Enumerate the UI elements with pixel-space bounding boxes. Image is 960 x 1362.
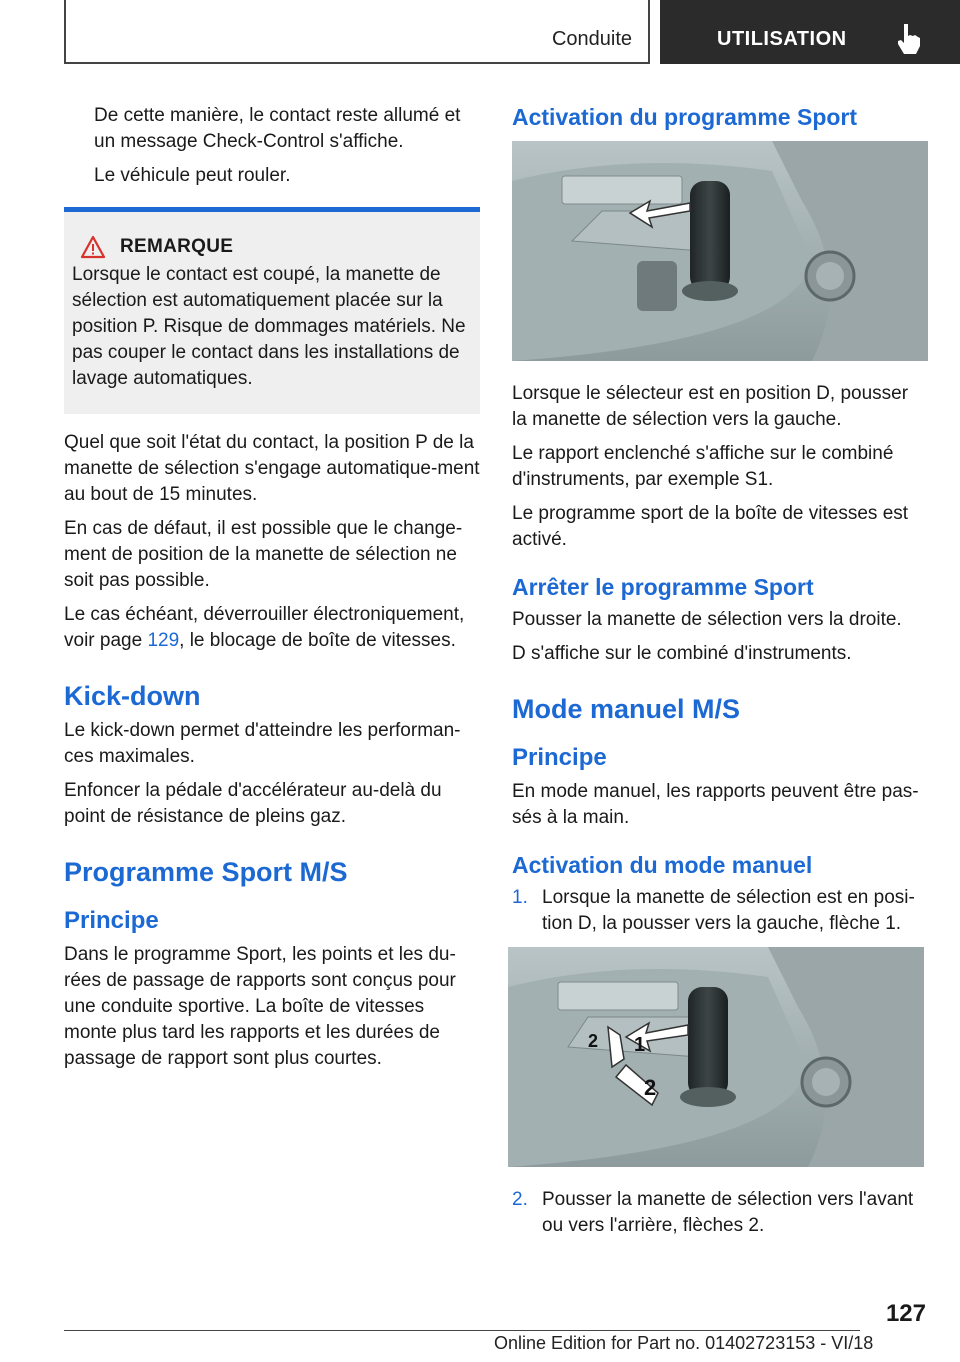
step-text: Pousser la manette de sélection vers l'avant ou vers l'arrière, flèches 2. xyxy=(542,1189,914,1236)
footer-divider xyxy=(64,1330,860,1331)
manual-principle-text: En mode manuel, les rapports peuvent être pas-sés à la main. xyxy=(512,781,919,828)
gear-selector-figure xyxy=(512,141,928,361)
hand-pointer-icon xyxy=(894,22,924,56)
header-chapter-box xyxy=(660,0,960,64)
step-number: 1. xyxy=(512,887,528,908)
intro-paragraph-2: Le véhicule peut rouler. xyxy=(94,165,291,186)
manual-steps-list xyxy=(512,885,928,937)
left-column xyxy=(64,103,480,1080)
intro-paragraph-1: De cette manière, le contact reste allumé et un message Check-Control s'affiche. xyxy=(94,105,461,152)
arrow-label-1: 1 xyxy=(634,1034,646,1056)
manual-mode-figure xyxy=(508,947,924,1167)
kickdown-paragraph-2: Enfoncer la pédale d'accélérateur au-delà du point de résistance de pleins gaz. xyxy=(64,780,442,827)
sport-principle-text: Dans le programme Sport, les points et les du-rées de passage de rapports sont conçus pour une conduite sportive. La boîte de vitesses monte plus tard les rapports et les durées de passage de rapport sont plus courtes. xyxy=(64,944,456,1069)
stop-paragraph-1: Pousser la manette de sélection vers la droite. xyxy=(512,609,902,630)
paragraph-unlock: Le cas échéant, déverrouiller électroniquement, voir page 129, le blocage de boîte de vitesses. xyxy=(64,604,465,651)
edition-note: Online Edition for Part no. 01402723153 - VI/18 xyxy=(494,1333,874,1353)
heading-manual-activation: Activation du mode manuel xyxy=(512,852,813,878)
list-item xyxy=(512,1187,928,1239)
notice-text: Lorsque le contact est coupé, la manette de sélection est automatiquement placée sur la position P. Risque de dommages matériels. Ne pas couper le contact dans les installations de lavage automatiques. xyxy=(72,264,466,389)
paragraph-auto-park: Quel que soit l'état du contact, la position P de la manette de sélection s'engage automatique-ment au bout de 15 minutes. xyxy=(64,432,480,505)
heading-sport-program: Programme Sport M/S xyxy=(64,857,348,887)
paragraph-fault: En cas de défaut, il est possible que le change-ment de position de la manette de sélection ne soit pas possible. xyxy=(64,518,463,591)
step-text: Lorsque la manette de sélection est en posi-tion D, la pousser vers la gauche, flèche 1. xyxy=(542,887,915,934)
activation-paragraph-3: Le programme sport de la boîte de vitesses est activé. xyxy=(512,503,909,550)
stop-paragraph-2: D s'affiche sur le combiné d'instruments. xyxy=(512,643,852,664)
step-number: 2. xyxy=(512,1189,528,1210)
warning-triangle-icon xyxy=(80,235,106,259)
heading-kickdown: Kick-down xyxy=(64,681,201,711)
page-number: 127 xyxy=(885,1300,926,1327)
kickdown-paragraph-1: Le kick-down permet d'atteindre les performan-ces maximales. xyxy=(64,720,461,767)
arrow-label-2a: 2 xyxy=(588,1031,599,1051)
notice-box xyxy=(64,207,480,414)
right-column xyxy=(512,103,928,1247)
heading-principle: Principe xyxy=(64,907,159,934)
notice-title: REMARQUE xyxy=(120,236,234,257)
activation-paragraph-2: Le rapport enclenché s'affiche sur le combiné d'instruments, par exemple S1. xyxy=(512,443,894,490)
page-link[interactable]: 129 xyxy=(147,630,180,651)
heading-sport-activation: Activation du programme Sport xyxy=(512,104,858,130)
heading-manual-mode: Mode manuel M/S xyxy=(512,694,741,724)
activation-paragraph-1: Lorsque le sélecteur est en position D, pousser la manette de sélection vers la gauche. xyxy=(512,383,909,430)
arrow-label-2b: 2 xyxy=(644,1075,657,1100)
heading-stop-sport: Arrêter le programme Sport xyxy=(512,574,814,600)
section-title: Conduite xyxy=(551,28,632,50)
heading-manual-principle: Principe xyxy=(512,744,607,771)
header-section-box xyxy=(64,0,650,64)
chapter-title: UTILISATION xyxy=(717,28,847,50)
list-item xyxy=(512,885,928,937)
manual-steps-list-2 xyxy=(512,1187,928,1239)
